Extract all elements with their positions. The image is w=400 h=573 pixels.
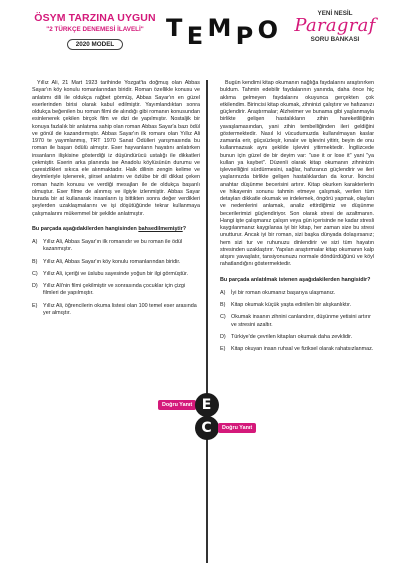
option-letter: A): [220, 289, 226, 296]
option-text: Okumak insanın zihnini canlandırır, düşünme yetisini artırır ve stresini azaltır.: [231, 314, 371, 328]
left-passage: Yıllız Ali, 21 Mart 1923 tarihinde Yozgat'ta doğmuş olan Abbas Sayar'ın köy konulu romanlarından biridir. Roman özellikle konusu ve anlatımı dili ile oldukça rağbet görmüş, Abbas Sayar'ın en güzel eserlerinden birisi olarak kabul edilmiştir. Yayımlandıktan sonra oldukça beğenilen bu roman filmi de alındığı gibi romanın konusundan esinlenerek çekilen birçok film ve dizi de yapılmıştır. Nostaljik bir konuya fazlalık bir anlatıma sahip olan roman Abbas Sayar'a bazı ödül ve gönül de kazandırmıştır. Abbas Sayar'ın ilk romanı olan Yıllız Ali 1970 te yayımlanmış, TRT 1970 Sanat Ödülleri yarışmasında bu roman ile başarı ödülü almıştır. Eser hayvanların hayatını anlatırken insanların ilişkisine gösterdiği iz düşündürücü ustalığı ile dikkatleri çekmiştir. Eserin arka planında ise Anadolu köylüsünün durumu ve çaresizlikleri sıkıca ele alınmaktadır. Halk dilinin zengin kelime ve deyimleriyle işlenerek, şiirsel anlatımı ve özlübe bir dil dikkat çeken roman hazin konusu ve verdiği mesajları ile de oldukça başarılı olmuştur. Eser filme de alınmış ve ilgiyle izlenmiştir. Abbas Sayar burada bir at kullanarak insanların iş bittikten sonra değer verdikleri şeylerden uzaklaşmalarını ve işi döşütüğünde tekrar kullanmaya çalışmalarını mükemmel bir şekilde anlatmıştır.: [32, 80, 200, 217]
left-column: [32, 80, 200, 322]
left-question-mark: ?: [182, 225, 186, 232]
left-options: [32, 239, 200, 317]
right-option-b[interactable]: [220, 302, 374, 309]
paragraf-logo: Paragraf: [294, 15, 376, 36]
right-option-e[interactable]: [220, 346, 374, 353]
option-letter: B): [220, 302, 226, 308]
left-question-underlined: bahsedilmemiştir: [138, 225, 183, 232]
right-column: [220, 80, 374, 358]
tempo-logo: [166, 14, 278, 50]
option-text: İyi bir roman okumanız başarıya ulaşmanız.: [231, 289, 336, 296]
option-letter: B): [32, 258, 38, 265]
yeni-nesil-label: YENİ NESİL: [317, 10, 353, 17]
option-text: Yıllız Ali, Abbas Sayar'ın ilk romanıdır ve bu roman ile ödül kazanmıştır.: [43, 239, 183, 253]
option-text: Yıllız Ali, öğrencilerin okuma listesi olan 100 temel eser arasında yer almıştır.: [43, 302, 197, 316]
page-header: [0, 0, 400, 62]
right-option-a[interactable]: [220, 290, 374, 297]
right-option-d[interactable]: [220, 334, 374, 341]
brand-left: [30, 12, 160, 51]
tempo-letter-m: M: [207, 14, 232, 42]
option-letter: C): [32, 270, 38, 277]
left-question-text: Bu parçada aşağıdakilerden hangisinden: [32, 225, 139, 232]
right-options: [220, 290, 374, 354]
tempo-letter-e: E: [186, 22, 204, 50]
option-letter: A): [32, 239, 38, 245]
left-option-e[interactable]: [32, 303, 200, 318]
brand-right: [290, 10, 380, 43]
option-letter: E): [32, 302, 38, 309]
option-text: Yıllız Ali, Abbas Sayar'ın köy konulu romanlarından biridir.: [43, 258, 181, 265]
left-question: [32, 226, 200, 233]
option-letter: E): [220, 346, 226, 352]
left-option-c[interactable]: [32, 271, 200, 278]
answer-label-e: Doğru Yanıt: [158, 400, 196, 410]
option-letter: D): [220, 333, 226, 340]
right-question: Bu parçada anlatılmak istenen aşağıdakilerden hangisidir?: [220, 276, 371, 283]
answer-label-c: Doğru Yanıt: [218, 423, 256, 433]
left-option-b[interactable]: [32, 259, 200, 266]
right-passage: Bugün kendimi kitap okumanın nağlığa faydalarını araştırırken buldum. Tahmin edebilir faydalarının yanında, daha önce hiç aklıma gelmeyen faydalarını okuyunca gerçekten çok etkilendim. Birincisi kitap okumak, zihninizi çalıştırır ve hafızanızı güçlendirir. Araştırmalar; Alzheimer ve bunama gibi yaşlanmayla birlikte gelişen hastalıkların zihin hareketliliğinin yavaşlamasından, yani zihin tembelliğinden ileri geldiğini göstermektedir. Nasıl ki vücudumuzda kullanılmayan kaslar zamanla erir, güçsüzleşir, kınalır ve işlevini yitirir, beyin de onu kullanmazsak aynı şekilde işlevini yitirmektedir. İngilizcede bunun için güzel de bir deyim var: "use it or lose it" yani "ya kullan ya kaybet". Düzenli olarak kitap okumanın zihninizin işlevselliğini sürdürmesini, sağlar, hafızanızı güçlendirir ve ileri yaşlarınızda birlikte gelişen hastalıklardan da korur. İkincisi anahtar düşünme becerisini artırır. Kitap okurken karakterlerin ve hikayenin sonunu tahmin etmeye çalışmak, verilen tüm detayları dikkatle okumak ve irdelemek, öngörü yapmak, olayları ve nedenlerini anlamak, analiz ettirdiğimiz ve düşünme becerilerimizi güçlendiriyor. Son olarak stresi de azaltmanın. Hangi işte çalışmanız çalışın veya gün içerisinde ne kadar stresli kaygılanmanız kaygılansa iyi bir kitap, her zaman size bu stresi unutturur. Ancak iyi bir roman, sizi başka dünyada dolaşırsanız; hem sizi tur ve ruhunuzu dinlendirir ve sizi tüm hayatın stresinden uzaklaştırır. Yapılan araştırmalar kitap okumanın kalp atışını yavaşlatır, tansiyonunuzu normale döndürdüğünü ve köyl rahatlandığını göstermektedir.: [220, 80, 375, 268]
brand-title: ÖSYM TARZINA UYGUN: [34, 12, 156, 24]
option-text: Türkiye'de çevrilen kitapları okumak daha zevklidir.: [231, 333, 353, 340]
answer-badge-c: C: [195, 416, 219, 440]
answer-badge-e: E: [195, 393, 219, 417]
option-text: Yıllız Ali, içeriği ve üslubu sayesinde yoğun bir ilgi görmüştür.: [43, 270, 189, 277]
soru-bankasi-label: SORU BANKASI: [310, 36, 360, 43]
left-option-d[interactable]: [32, 283, 200, 298]
tempo-letter-o: O: [257, 16, 278, 44]
option-letter: C): [220, 314, 226, 321]
brand-subtitle: "2 TÜRKÇE DENEMESİ İLAVELİ": [46, 26, 144, 33]
option-text: Kitap okumak küçük yaşta edinilen bir alışkanlıktır.: [231, 302, 352, 308]
option-letter: D): [32, 283, 38, 289]
tempo-letter-t: T: [166, 14, 183, 42]
left-option-a[interactable]: [32, 239, 200, 254]
column-divider: [206, 80, 208, 563]
option-text: Yıllız Ali'nin filmi çekilmiştir ve sonrasında çocuklar için çizgi filmleri de yapılmıştır.: [43, 283, 186, 297]
option-text: Kitap okuyan insan ruhsal ve fiziksel olarak rahatsızlanmaz.: [231, 346, 374, 352]
right-option-c[interactable]: [220, 314, 374, 329]
model-badge: 2020 MODEL: [67, 39, 124, 50]
tempo-letter-p: P: [235, 22, 254, 50]
